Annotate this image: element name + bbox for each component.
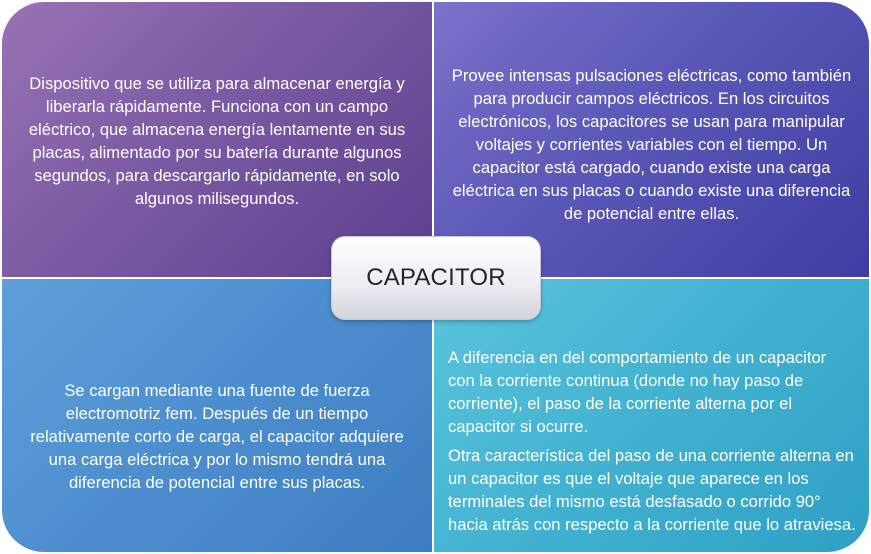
- quadrant-bottom-right-paragraph-2: Otra característica del paso de una corriente alterna en un capacitor es que el voltaje que aparece en los terminales del mismo está desfasado o corrido 90° hacia atrás con respecto a la corriente que lo atraviesa.: [448, 446, 856, 534]
- quadrant-bottom-right-paragraph-1: A diferencia en del comportamiento de un capacitor con la corriente continua (donde no hay paso de corriente), el paso de la corriente alterna por el capacitor si ocurre.: [448, 348, 827, 436]
- quadrant-top-left-text: Dispositivo que se utiliza para almacenar energía y liberarla rápidamente. Funciona con un campo eléctrico, que almacena energía lentamente en sus placas, alimentado por su batería durante algunos segundos, para descargarlo rápidamente, en solo algunos milisegundos.: [28, 74, 406, 208]
- center-title-box: [331, 236, 541, 320]
- quadrant-top-right-text: Provee intensas pulsaciones eléctricas, como también para producir campos eléctricos. En los circuitos electrónicos, los capacitores se usan para manipular voltajes y corrientes variables con el tiempo. Un capacitor está cargado, cuando existe una carga eléctrica en sus placas o cuando existe una diferencia de potencial entre ellas.: [451, 66, 852, 223]
- center-title: CAPACITOR: [366, 264, 506, 291]
- quadrant-bottom-left-text: Se cargan mediante una fuente de fuerza electromotriz fem. Después de un tiempo relativamente corto de carga, el capacitor adquiere una carga eléctrica y por lo mismo tendrá una diferencia de potencial entre sus placas.: [30, 381, 404, 492]
